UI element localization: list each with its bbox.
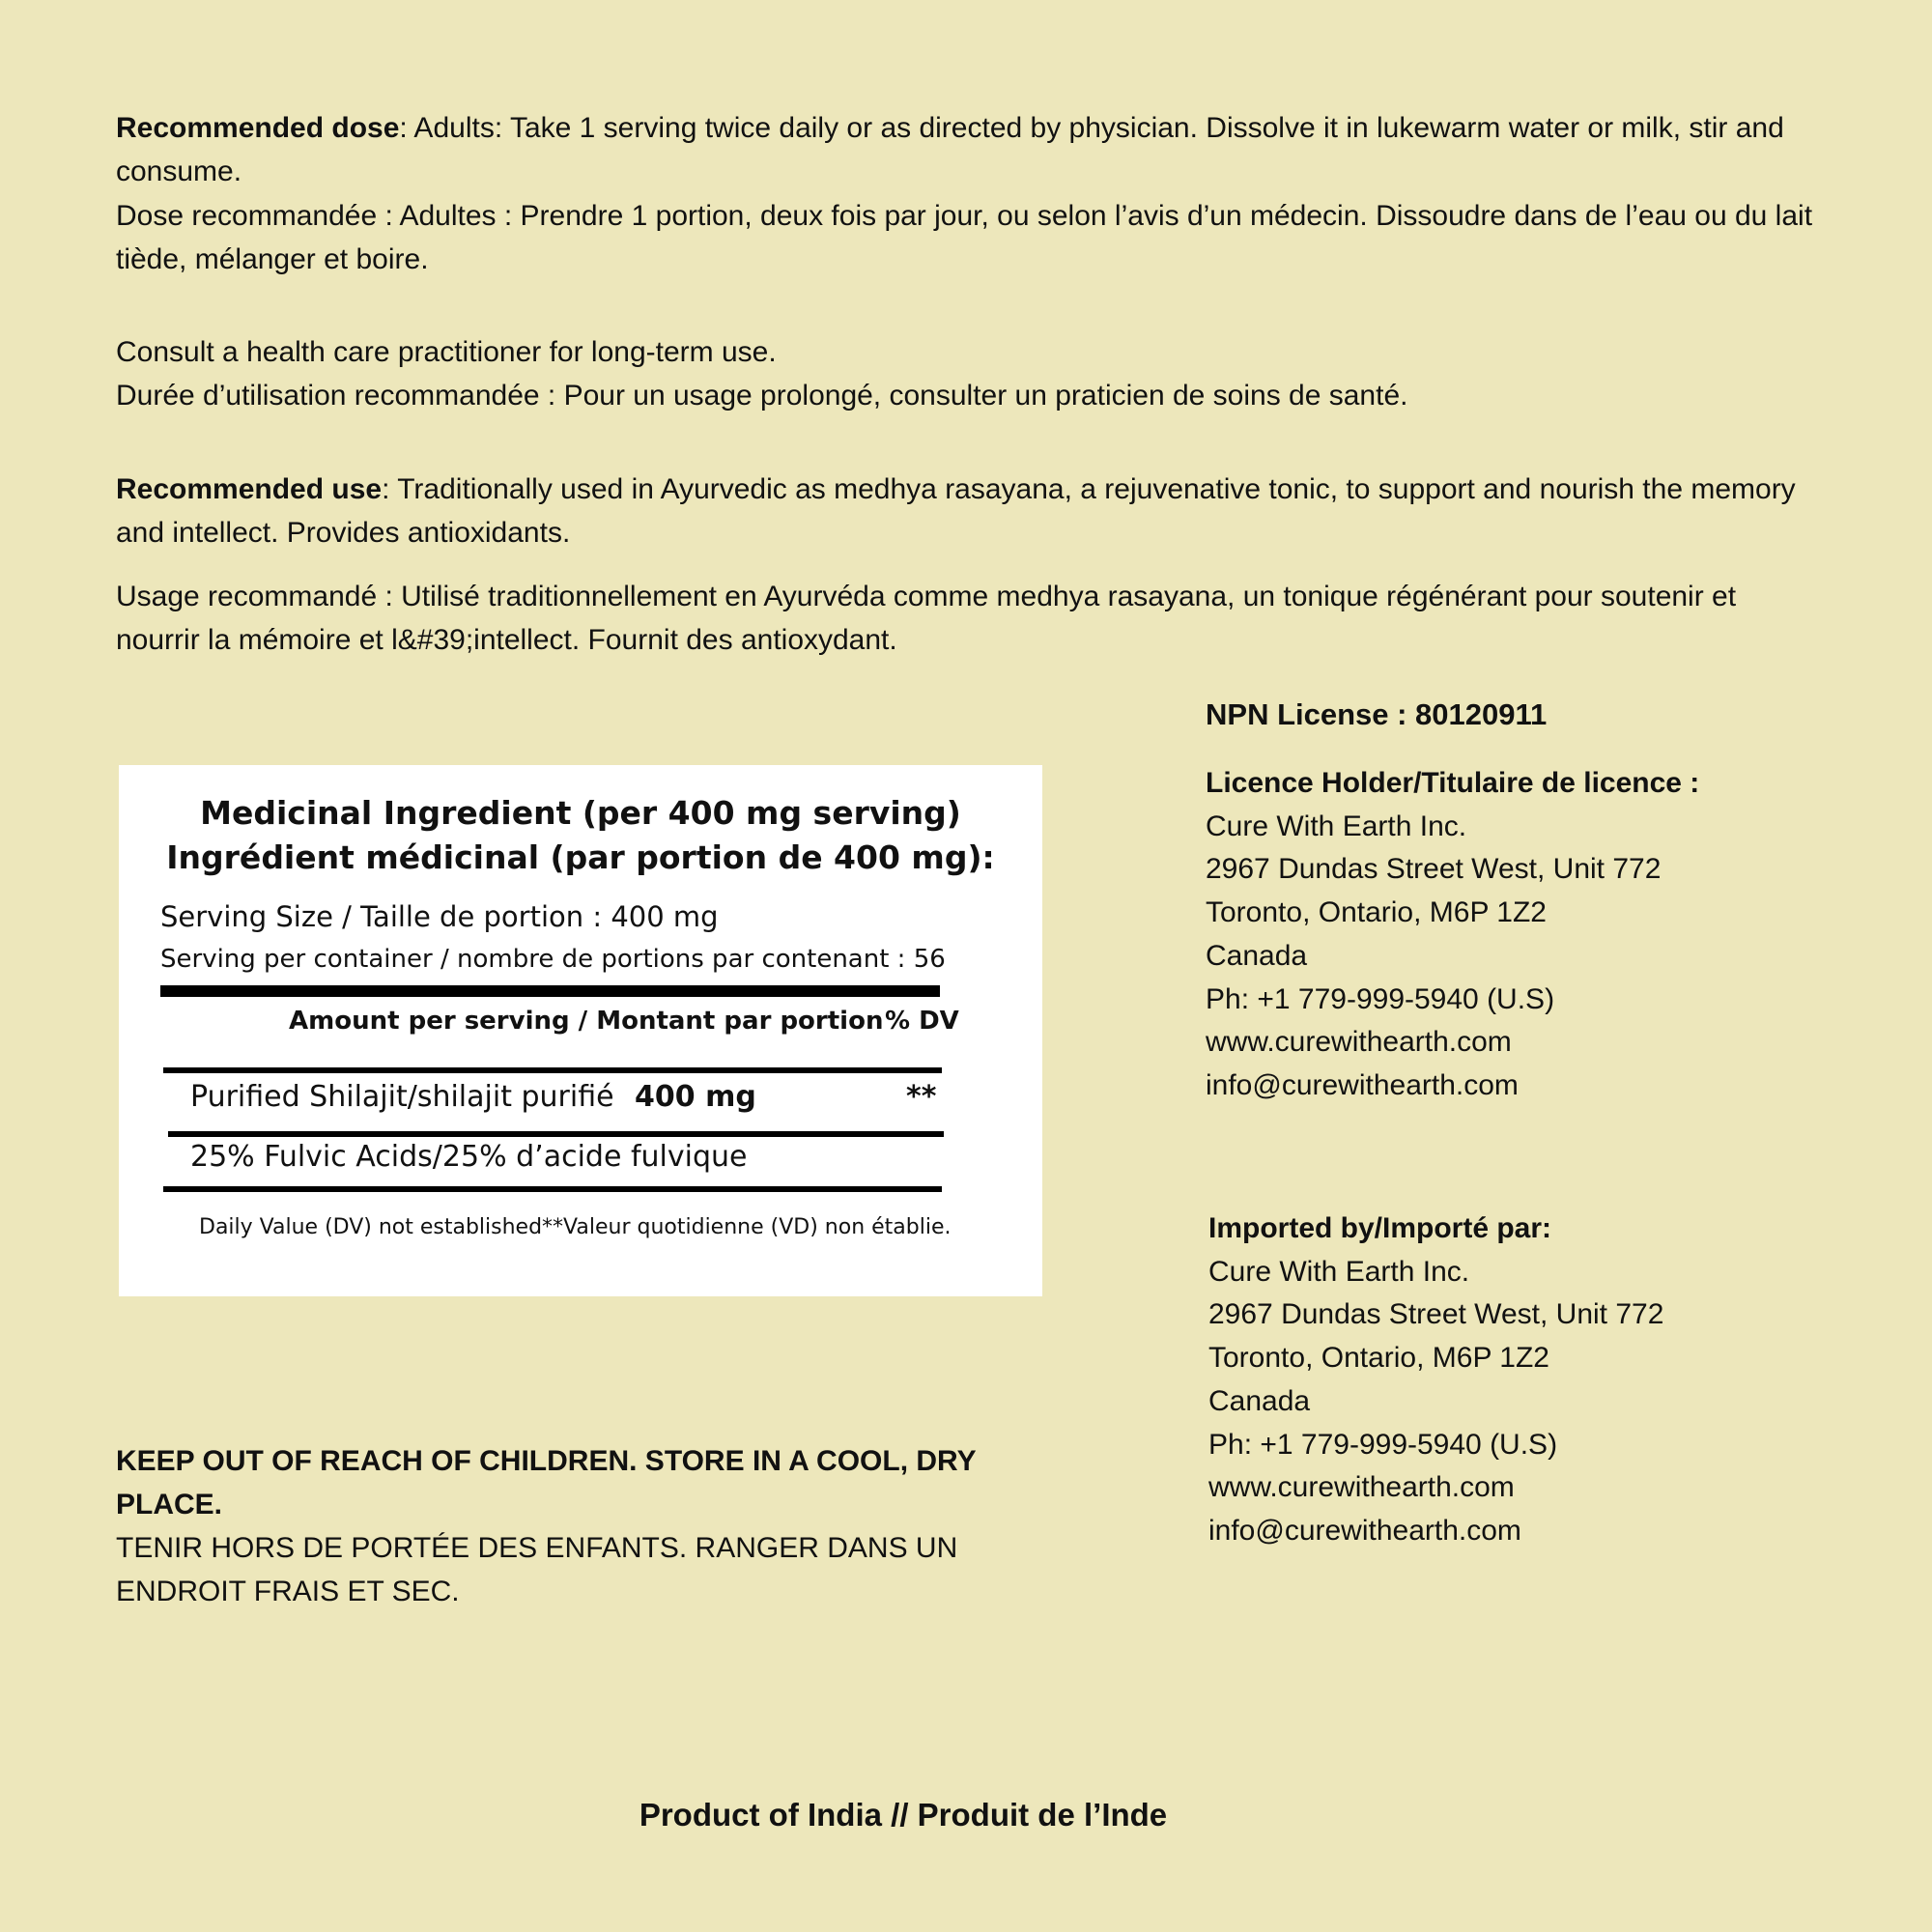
divider	[168, 1131, 944, 1137]
product-origin: Product of India // Produit de l’Inde	[639, 1797, 1168, 1833]
recommended-dose-en	[116, 106, 1816, 193]
panel-title-en: Medicinal Ingredient (per 400 mg serving)	[200, 794, 961, 832]
importer-phone: Ph: +1 779-999-5940 (U.S)	[1208, 1428, 1558, 1461]
recommended-use-fr: Usage recommandé : Utilisé traditionnellement en Ayurvéda comme medhya rasayana, un tonique régénérant pour soutenir et nourrir la mémoire et l&#39;intellect. Fournit des antioxydant.	[116, 581, 1737, 656]
dv-footnote: Daily Value (DV) not established**Valeur quotidienne (VD) non établie.	[199, 1215, 952, 1239]
panel-title-fr: Ingrédient médicinal (par portion de 400 mg):	[166, 838, 995, 876]
recommended-use-en	[116, 468, 1816, 554]
medicinal-ingredient-panel	[119, 765, 1042, 1296]
importer-block	[1208, 1208, 1663, 1553]
importer-company: Cure With Earth Inc.	[1208, 1255, 1470, 1288]
holder-website: www.curewithearth.com	[1206, 1026, 1512, 1059]
ingredient-dv: **	[906, 1080, 937, 1114]
importer-website: www.curewithearth.com	[1208, 1471, 1515, 1504]
dv-header: % DV	[885, 1007, 959, 1036]
divider	[163, 1067, 942, 1073]
recommended-use-label: Recommended use	[116, 473, 383, 505]
thick-divider	[160, 985, 940, 997]
holder-phone: Ph: +1 779-999-5940 (U.S)	[1206, 982, 1555, 1015]
warning-fr: TENIR HORS DE PORTÉE DES ENFANTS. RANGER DANS UN ENDROIT FRAIS ET SEC.	[116, 1532, 958, 1607]
divider	[163, 1186, 942, 1192]
recommended-dose-label: Recommended dose	[116, 112, 400, 144]
recommended-dose-text: : Adults: Take 1 serving twice daily or as directed by physician. Dissolve it in lukewarm water or milk, stir and consume.	[116, 112, 1784, 187]
servings-per-container: Serving per container / nombre de portions par contenant : 56	[160, 945, 946, 974]
importer-street: 2967 Dundas Street West, Unit 772	[1208, 1298, 1664, 1331]
serving-size: Serving Size / Taille de portion : 400 mg	[160, 900, 719, 933]
recommended-dose-fr: Dose recommandée : Adultes : Prendre 1 portion, deux fois par jour, ou selon l’avis d’un médecin. Dissoudre dans de l’eau ou du lait tiède, mélanger et boire.	[116, 200, 1813, 275]
importer-email: info@curewithearth.com	[1208, 1514, 1521, 1547]
holder-city: Toronto, Ontario, M6P 1Z2	[1206, 896, 1547, 929]
duration-fr: Durée d’utilisation recommandée : Pour un usage prolongé, consulter un praticien de soins de santé.	[116, 380, 1408, 412]
importer-heading: Imported by/Importé par:	[1208, 1212, 1552, 1244]
holder-email: info@curewithearth.com	[1206, 1068, 1519, 1101]
npn-license: NPN License : 80120911	[1206, 697, 1548, 731]
amount-per-serving-header: Amount per serving / Montant par portion	[289, 1007, 884, 1036]
recommended-use-text: : Traditionally used in Ayurvedic as medhya rasayana, a rejuvenative tonic, to support and nourish the memory and intellect. Provides antioxidants.	[116, 473, 1796, 549]
duration-en: Consult a health care practitioner for long-term use.	[116, 336, 777, 368]
warning-en: KEEP OUT OF REACH OF CHILDREN. STORE IN A COOL, DRY PLACE.	[116, 1445, 977, 1520]
holder-country: Canada	[1206, 939, 1308, 972]
ingredient-name: Purified Shilajit/shilajit purifié	[190, 1080, 614, 1114]
importer-country: Canada	[1208, 1384, 1311, 1417]
ingredient-amount: 400 mg	[635, 1080, 756, 1114]
sub-ingredient: 25% Fulvic Acids/25% d’acide fulvique	[190, 1140, 748, 1174]
holder-company: Cure With Earth Inc.	[1206, 810, 1467, 842]
licence-holder-heading: Licence Holder/Titulaire de licence :	[1206, 767, 1700, 799]
licence-holder-block	[1206, 762, 1699, 1108]
importer-city: Toronto, Ontario, M6P 1Z2	[1208, 1342, 1549, 1375]
holder-street: 2967 Dundas Street West, Unit 772	[1206, 853, 1662, 886]
